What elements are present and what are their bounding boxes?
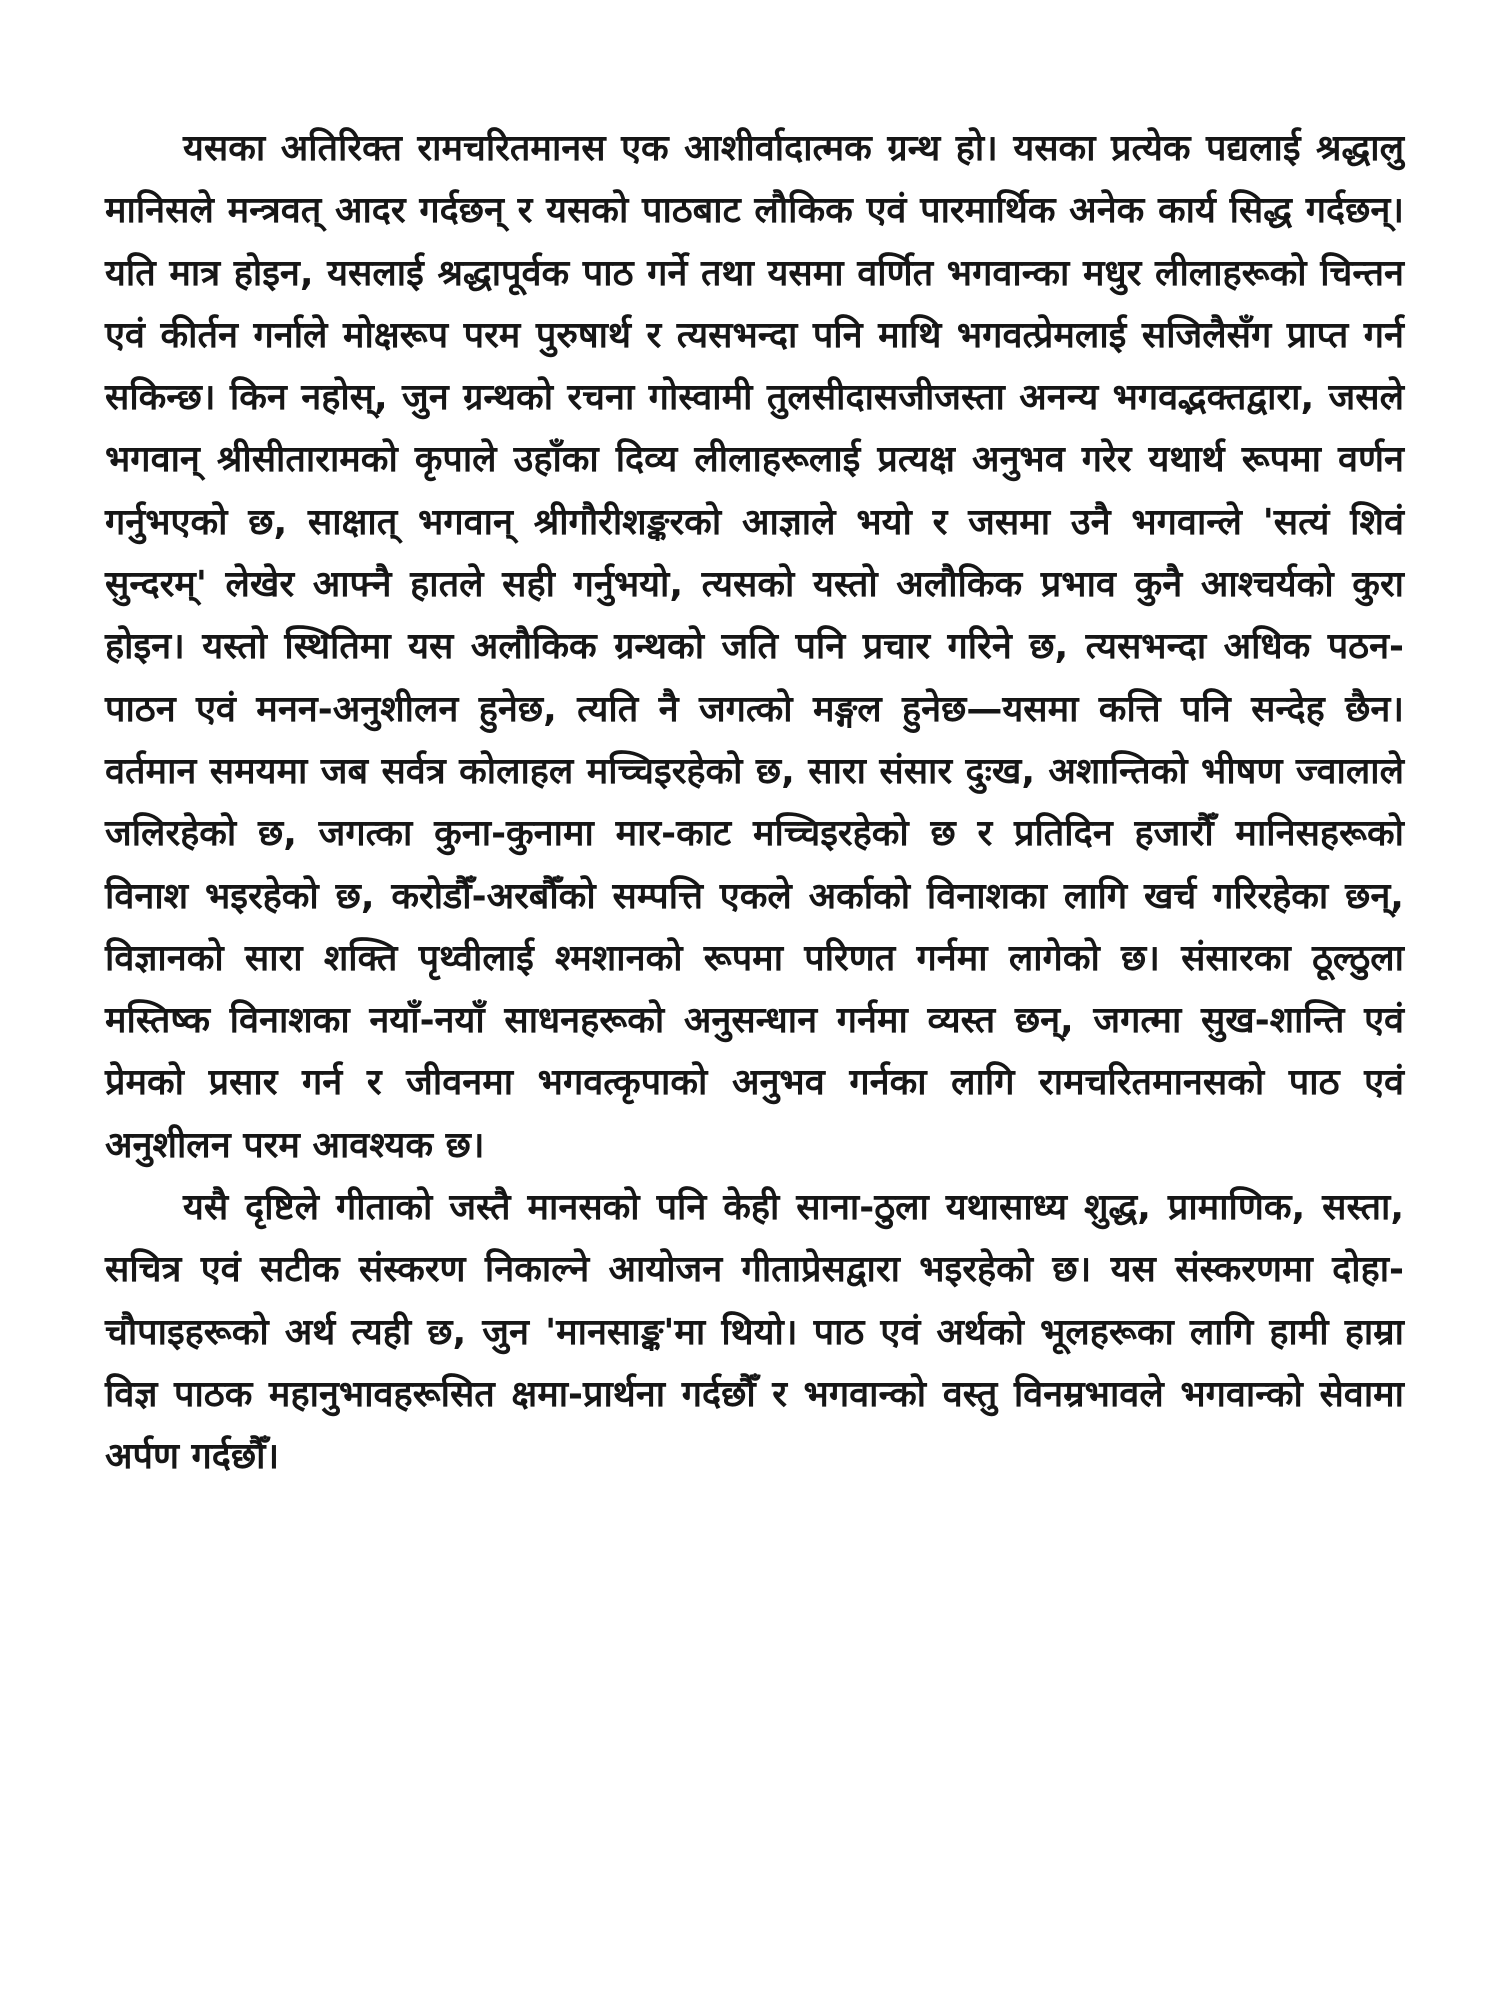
paragraph-1: यसका अतिरिक्त रामचरितमानस एक आशीर्वादात्मक ग्रन्थ हो। यसका प्रत्येक पद्यलाई श्रद्धालु मानिसले मन्त्रवत् आदर गर्दछन् र यसको पाठबाट लौकिक एवं पारमार्थिक अनेक कार्य सिद्ध गर्दछन्। यति मात्र होइन, यसलाई श्रद्धापूर्वक पाठ गर्ने तथा यसमा वर्णित भगवान्का मधुर लीलाहरूको चिन्तन एवं कीर्तन गर्नाले मोक्षरूप परम पुरुषार्थ र त्यसभन्दा पनि माथि भगवत्प्रेमलाई सजिलैसँग प्राप्त गर्न सकिन्छ। किन नहोस्, जुन ग्रन्थको रचना गोस्वामी तुलसीदासजीजस्ता अनन्य भगवद्भक्तद्वारा, जसले भगवान् श्रीसीतारामको कृपाले उहाँका दिव्य लीलाहरूलाई प्रत्यक्ष अनुभव गरेर यथार्थ रूपमा वर्णन गर्नुभएको छ, साक्षात् भगवान् श्रीगौरीशङ्करको आज्ञाले भयो र जसमा उनै भगवान्ले 'सत्यं शिवं सुन्दरम्' लेखेर आफ्नै हातले सही गर्नुभयो, त्यसको यस्तो अलौकिक प्रभाव कुनै आश्चर्यको कुरा होइन। यस्तो स्थितिमा यस अलौकिक ग्रन्थको जति पनि प्रचार गरिने छ, त्यसभन्दा अधिक पठन-पाठन एवं मनन-अनुशीलन हुनेछ, त्यति नै जगत्को मङ्गल हुनेछ—यसमा कत्ति पनि सन्देह छैन। वर्तमान समयमा जब सर्वत्र कोलाहल मच्चिइरहेको छ, सारा संसार दुःख, अशान्तिको भीषण ज्वालाले जलिरहेको छ, जगत्का कुना-कुनामा मार-काट मच्चिइरहेको छ र प्रतिदिन हजारौँ मानिसहरूको विनाश भइरहेको छ, करोडौँ-अरबौँको सम्पत्ति एकले अर्काको विनाशका लागि खर्च गरिरहेका छन्, विज्ञानको सारा शक्ति पृथ्वीलाई श्मशानको रूपमा परिणत गर्नमा लागेको छ। संसारका ठूल्ठुला मस्तिष्क विनाशका नयाँ-नयाँ साधनहरूको अनुसन्धान गर्नमा व्यस्त छन्, जगत्मा सुख-शान्ति एवं प्रेमको प्रसार गर्न र जीवनमा भगवत्कृपाको अनुभव गर्नका लागि रामचरितमानसको पाठ एवं अनुशीलन परम आवश्यक छ।	[105, 128, 1404, 1166]
paragraph-2: यसै दृष्टिले गीताको जस्तै मानसको पनि केही साना-ठुला यथासाध्य शुद्ध, प्रामाणिक, सस्ता, सचित्र एवं सटीक संस्करण निकाल्ने आयोजन गीताप्रेसद्वारा भइरहेको छ। यस संस्करणमा दोहा-चौपाइहरूको अर्थ त्यही छ, जुन 'मानसाङ्क'मा थियो। पाठ एवं अर्थको भूलहरूका लागि हामी हाम्रा विज्ञ पाठक महानुभावहरूसित क्षमा-प्रार्थना गर्दछौँ र भगवान्को वस्तु विनम्रभावले भगवान्को सेवामा अर्पण गर्दछौँ।	[105, 1187, 1404, 1478]
